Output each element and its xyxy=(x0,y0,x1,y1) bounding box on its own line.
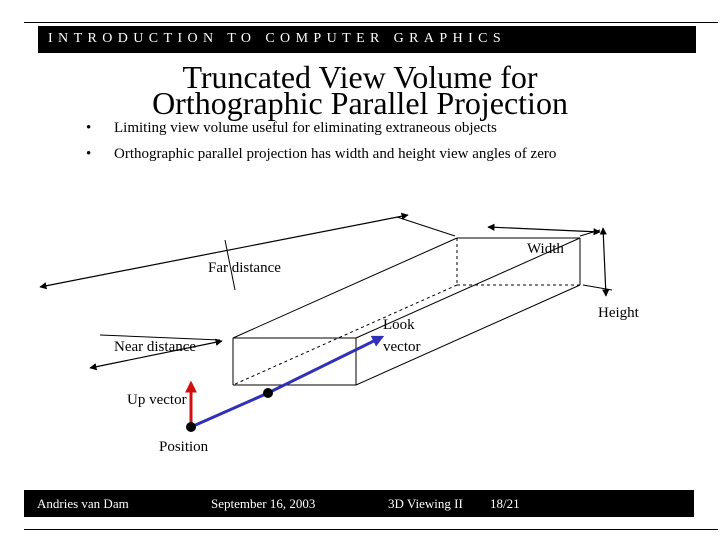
dimension-extension-lines xyxy=(100,217,612,340)
label-vector: vector xyxy=(383,339,421,355)
footer-bottom-rule xyxy=(24,529,718,530)
label-look: Look xyxy=(383,317,415,333)
label-up-vector: Up vector xyxy=(127,392,187,408)
box-edge-bottom-right xyxy=(356,285,580,385)
slide-title-line-1: Truncated View Volume for xyxy=(182,59,538,95)
position-to-look-line xyxy=(191,393,268,427)
label-width: Width xyxy=(527,241,564,257)
footer-date: September 16, 2003 xyxy=(211,496,316,511)
footer-page-number: 18/21 xyxy=(490,496,520,511)
bullet-text: Limiting view volume useful for eliminating extraneous objects xyxy=(114,120,497,136)
label-height: Height xyxy=(598,305,639,321)
footer-author: Andries van Dam xyxy=(37,496,129,511)
look-vector-origin-point xyxy=(263,388,273,398)
position-point xyxy=(186,422,196,432)
label-far-distance: Far distance xyxy=(208,260,281,276)
bullet-marker: • xyxy=(86,120,92,136)
label-near-distance: Near distance xyxy=(114,339,197,355)
bullet-marker: • xyxy=(86,146,92,162)
course-header-text: INTRODUCTION TO COMPUTER GRAPHICS xyxy=(48,31,507,46)
box-visible-edges xyxy=(233,238,580,385)
label-position: Position xyxy=(159,439,209,455)
width-arrow xyxy=(488,227,600,232)
height-arrow xyxy=(603,228,606,296)
bullet-text: Orthographic parallel projection has width and height view angles of zero xyxy=(114,146,557,162)
footer-topic: 3D Viewing II xyxy=(388,496,463,511)
box-edge-top-left xyxy=(233,238,457,338)
slide-title-line-2: Orthographic Parallel Projection xyxy=(152,85,568,121)
slide-footer-bar xyxy=(24,490,694,517)
